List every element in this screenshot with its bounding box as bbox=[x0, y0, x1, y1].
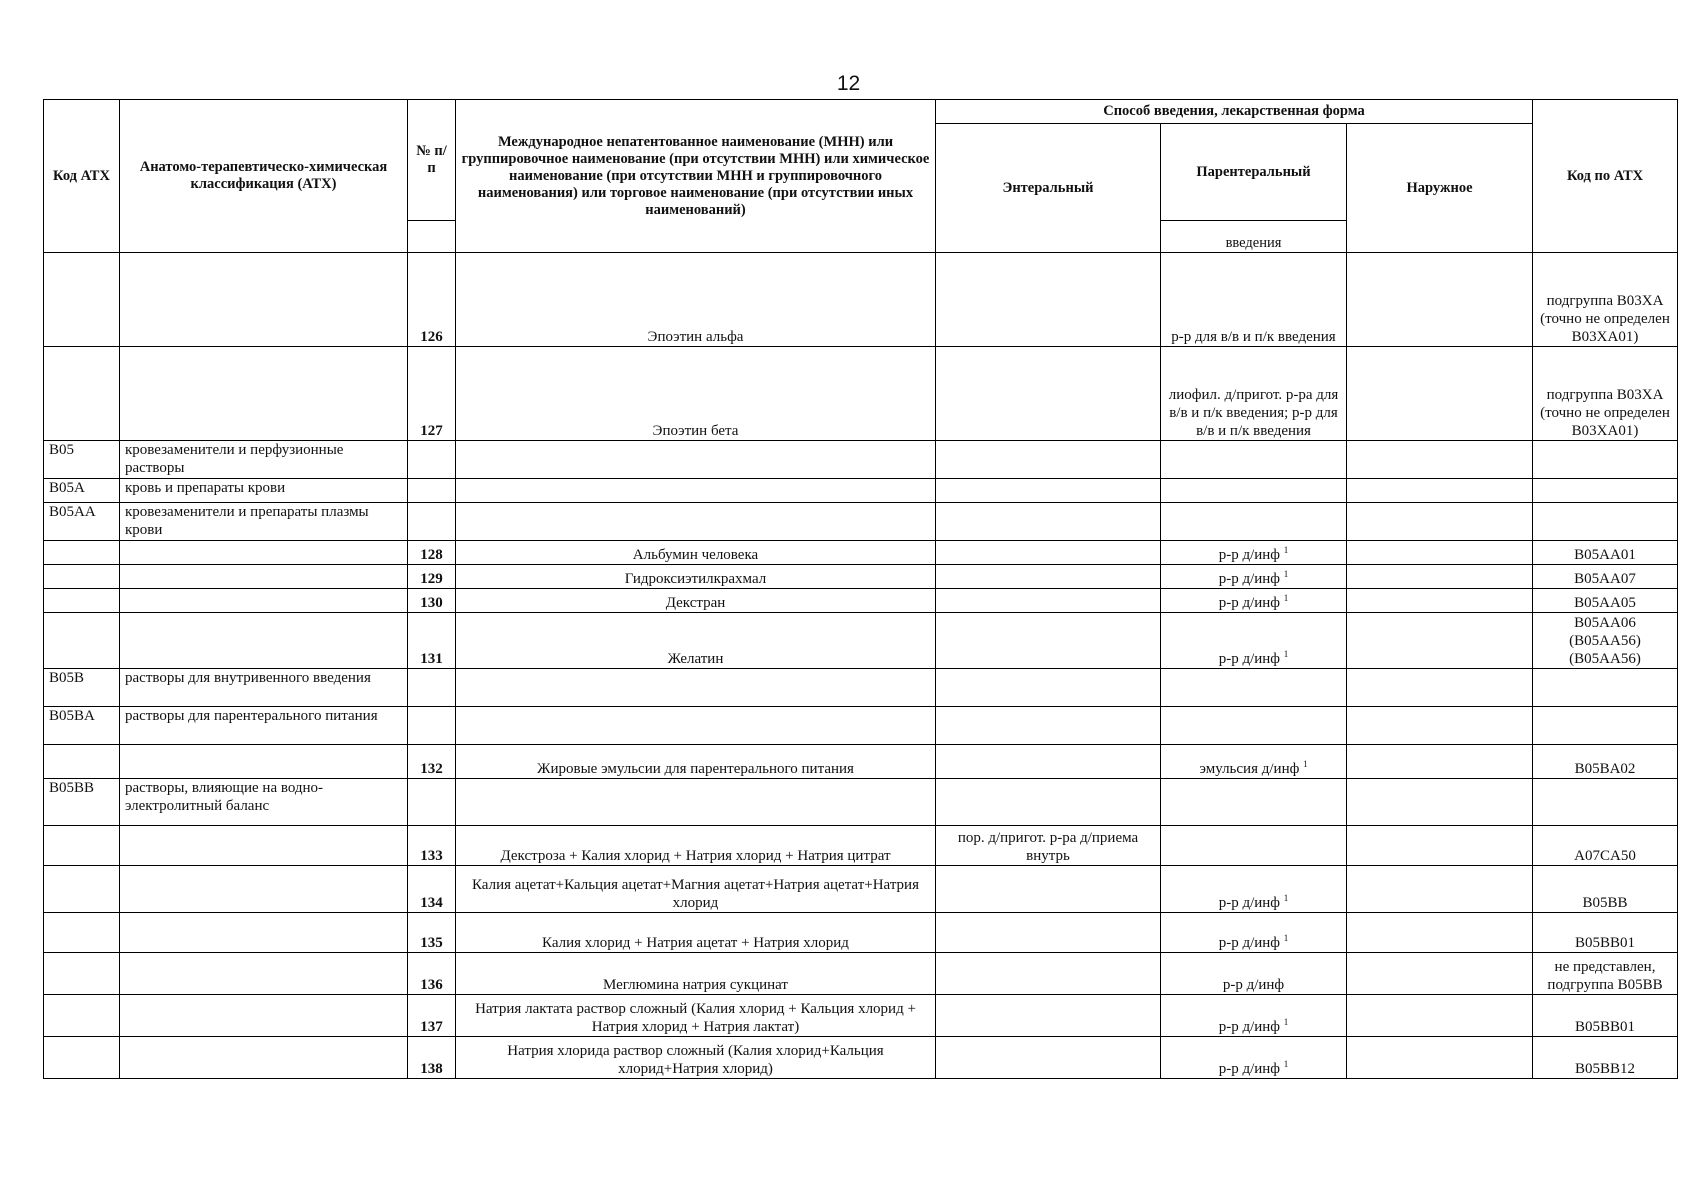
row-number-text: 127 bbox=[420, 423, 443, 439]
header-external: Наружное bbox=[1347, 124, 1533, 253]
row-enteral bbox=[936, 565, 1161, 589]
table-body bbox=[44, 253, 1678, 1079]
footnote-marker: 1 bbox=[1283, 893, 1289, 903]
row-number-text: 138 bbox=[420, 1061, 443, 1077]
row-parenteral bbox=[1161, 995, 1347, 1037]
row-number-text: 135 bbox=[420, 935, 443, 951]
row-name bbox=[456, 253, 936, 347]
row-parenteral-text: р-р д/инф bbox=[1218, 895, 1281, 911]
header-route-group: Способ введения, лекарственная форма bbox=[936, 100, 1533, 124]
table-row bbox=[44, 565, 1678, 589]
row-parenteral bbox=[1161, 589, 1347, 613]
row-number-text: 131 bbox=[420, 651, 443, 667]
footnote-marker: 1 bbox=[1283, 1017, 1289, 1027]
row-atx-code bbox=[1533, 866, 1678, 913]
row-enteral bbox=[936, 866, 1161, 913]
row-atx-code bbox=[1533, 253, 1678, 347]
row-name-text: Гидроксиэтилкрахмал bbox=[624, 571, 767, 587]
row-parenteral-text: р-р д/инф bbox=[1218, 1019, 1281, 1035]
row-atx-code bbox=[1533, 745, 1678, 779]
table-row bbox=[44, 441, 1678, 479]
row-enteral bbox=[936, 589, 1161, 613]
row-atx-code-text: подгруппа B03XA (точно не определен B03XA01) bbox=[1540, 387, 1670, 439]
table-row bbox=[44, 866, 1678, 913]
row-parenteral-text: р-р д/инф bbox=[1218, 595, 1281, 611]
row-number bbox=[408, 565, 456, 589]
row-parenteral bbox=[1161, 953, 1347, 995]
row-name-text: Натрия хлорида раствор сложный (Калия хлорид+Кальция хлорид+Натрия хлорид) bbox=[507, 1043, 884, 1077]
row-parenteral bbox=[1161, 1037, 1347, 1079]
row-name bbox=[456, 479, 936, 503]
row-atx-code-text: B05BA02 bbox=[1574, 761, 1636, 777]
row-parenteral-text: р-р д/инф bbox=[1218, 547, 1281, 563]
row-number bbox=[408, 745, 456, 779]
row-name bbox=[456, 347, 936, 441]
row-number bbox=[408, 479, 456, 503]
row-code-atx bbox=[44, 826, 120, 866]
row-classification bbox=[120, 253, 408, 347]
row-enteral bbox=[936, 707, 1161, 745]
row-classification bbox=[120, 866, 408, 913]
row-atx-code bbox=[1533, 479, 1678, 503]
row-external bbox=[1347, 1037, 1533, 1079]
row-classification bbox=[120, 1037, 408, 1079]
row-enteral bbox=[936, 503, 1161, 541]
table-row bbox=[44, 503, 1678, 541]
row-parenteral bbox=[1161, 707, 1347, 745]
row-number bbox=[408, 826, 456, 866]
row-name bbox=[456, 913, 936, 953]
row-name bbox=[456, 707, 936, 745]
row-code-atx bbox=[44, 866, 120, 913]
row-atx-code bbox=[1533, 779, 1678, 826]
row-external bbox=[1347, 779, 1533, 826]
row-number bbox=[408, 503, 456, 541]
row-external bbox=[1347, 866, 1533, 913]
footnote-marker: 1 bbox=[1283, 593, 1289, 603]
table-row bbox=[44, 745, 1678, 779]
row-atx-code bbox=[1533, 707, 1678, 745]
header-parenteral: Парентеральный bbox=[1161, 124, 1347, 221]
row-enteral bbox=[936, 995, 1161, 1037]
row-atx-code-text: подгруппа B03XA (точно не определен B03XA01) bbox=[1540, 293, 1670, 345]
row-external bbox=[1347, 745, 1533, 779]
table-row bbox=[44, 826, 1678, 866]
row-name bbox=[456, 503, 936, 541]
row-name bbox=[456, 565, 936, 589]
row-enteral-text: пор. д/пригот. р-ра д/приема внутрь bbox=[957, 830, 1139, 864]
row-name bbox=[456, 441, 936, 479]
row-parenteral-text: р-р д/инф bbox=[1222, 977, 1285, 993]
row-code-atx bbox=[44, 1037, 120, 1079]
row-atx-code bbox=[1533, 565, 1678, 589]
row-parenteral bbox=[1161, 347, 1347, 441]
table-row bbox=[44, 541, 1678, 565]
table-row bbox=[44, 669, 1678, 707]
row-external bbox=[1347, 669, 1533, 707]
row-atx-code bbox=[1533, 913, 1678, 953]
row-external bbox=[1347, 541, 1533, 565]
header-name: Международное непатентованное наименование (МНН) или группировочное наименование (при отсутствии МНН) или химическое наименование (при отсутствии МНН и группировочного наименования) или торговое наименование (при отсутствии иных наименований) bbox=[456, 100, 936, 253]
row-name-text: Декстроза + Калия хлорид + Натрия хлорид + Натрия цитрат bbox=[500, 848, 891, 864]
row-external bbox=[1347, 707, 1533, 745]
row-name bbox=[456, 541, 936, 565]
row-parenteral bbox=[1161, 745, 1347, 779]
row-classification bbox=[120, 779, 408, 826]
row-atx-code bbox=[1533, 826, 1678, 866]
row-atx-code bbox=[1533, 503, 1678, 541]
row-external bbox=[1347, 826, 1533, 866]
row-number-text: 128 bbox=[420, 547, 443, 563]
row-parenteral-text: р-р для в/в и п/к введения bbox=[1171, 329, 1336, 345]
row-parenteral-text: эмульсия д/инф bbox=[1199, 761, 1300, 777]
row-number bbox=[408, 669, 456, 707]
row-external bbox=[1347, 347, 1533, 441]
row-parenteral-text: р-р д/инф bbox=[1218, 1061, 1281, 1077]
row-parenteral-text: р-р д/инф bbox=[1218, 651, 1281, 667]
row-number bbox=[408, 613, 456, 669]
row-atx-code bbox=[1533, 995, 1678, 1037]
row-number bbox=[408, 995, 456, 1037]
row-enteral bbox=[936, 1037, 1161, 1079]
row-external bbox=[1347, 913, 1533, 953]
row-code-atx-text: B05BA bbox=[49, 708, 95, 724]
row-parenteral bbox=[1161, 913, 1347, 953]
row-classification bbox=[120, 503, 408, 541]
row-number-text: 126 bbox=[420, 329, 443, 345]
table-row bbox=[44, 253, 1678, 347]
row-classification-text: растворы для парентерального питания bbox=[125, 708, 378, 724]
row-name bbox=[456, 669, 936, 707]
row-code-atx-text: B05B bbox=[49, 670, 85, 686]
row-number-text: 132 bbox=[420, 761, 443, 777]
header-num-blank bbox=[408, 221, 456, 253]
row-parenteral bbox=[1161, 866, 1347, 913]
row-atx-code-text: B05BB01 bbox=[1575, 935, 1636, 951]
footnote-marker: 1 bbox=[1283, 649, 1289, 659]
row-number-text: 137 bbox=[420, 1019, 443, 1035]
row-atx-code bbox=[1533, 347, 1678, 441]
row-code-atx bbox=[44, 995, 120, 1037]
row-classification bbox=[120, 541, 408, 565]
row-enteral bbox=[936, 441, 1161, 479]
table-header bbox=[44, 100, 1678, 253]
footnote-marker: 1 bbox=[1283, 1059, 1289, 1069]
row-code-atx bbox=[44, 913, 120, 953]
row-atx-code-text: B05AA01 bbox=[1574, 547, 1636, 563]
row-number-text: 130 bbox=[420, 595, 443, 611]
row-number bbox=[408, 541, 456, 565]
row-atx-code bbox=[1533, 669, 1678, 707]
row-enteral bbox=[936, 479, 1161, 503]
row-code-atx bbox=[44, 953, 120, 995]
row-classification bbox=[120, 707, 408, 745]
header-code-atx: Код АТХ bbox=[44, 100, 120, 253]
row-atx-code bbox=[1533, 441, 1678, 479]
row-name bbox=[456, 953, 936, 995]
row-code-atx bbox=[44, 503, 120, 541]
row-external bbox=[1347, 503, 1533, 541]
row-classification-text: кровь и препараты крови bbox=[125, 480, 286, 496]
header-atx-code: Код по АТХ bbox=[1533, 100, 1678, 253]
header-num: № п/п bbox=[408, 100, 456, 221]
row-code-atx bbox=[44, 347, 120, 441]
row-name bbox=[456, 1037, 936, 1079]
table-row bbox=[44, 779, 1678, 826]
row-classification bbox=[120, 913, 408, 953]
row-classification bbox=[120, 826, 408, 866]
table-row bbox=[44, 589, 1678, 613]
row-name-text: Меглюмина натрия сукцинат bbox=[602, 977, 788, 993]
row-parenteral-text: р-р д/инф bbox=[1218, 571, 1281, 587]
row-number bbox=[408, 1037, 456, 1079]
table-row bbox=[44, 613, 1678, 669]
row-classification bbox=[120, 589, 408, 613]
table-row bbox=[44, 953, 1678, 995]
row-code-atx bbox=[44, 253, 120, 347]
row-external bbox=[1347, 565, 1533, 589]
row-name-text: Желатин bbox=[667, 651, 724, 667]
row-code-atx bbox=[44, 745, 120, 779]
row-name bbox=[456, 995, 936, 1037]
row-number bbox=[408, 253, 456, 347]
row-atx-code-text: B05BB12 bbox=[1575, 1061, 1636, 1077]
row-atx-code-text: B05BB bbox=[1582, 895, 1628, 911]
row-external bbox=[1347, 589, 1533, 613]
row-code-atx bbox=[44, 441, 120, 479]
row-external bbox=[1347, 613, 1533, 669]
row-code-atx bbox=[44, 707, 120, 745]
row-code-atx bbox=[44, 589, 120, 613]
row-name-text: Альбумин человека bbox=[632, 547, 759, 563]
row-atx-code-text: B05AA05 bbox=[1574, 595, 1636, 611]
row-parenteral-text: р-р д/инф bbox=[1218, 935, 1281, 951]
row-classification bbox=[120, 669, 408, 707]
header-parenteral-sub: введения bbox=[1161, 221, 1347, 253]
row-external bbox=[1347, 253, 1533, 347]
row-name bbox=[456, 779, 936, 826]
row-classification bbox=[120, 441, 408, 479]
row-enteral bbox=[936, 913, 1161, 953]
row-classification bbox=[120, 995, 408, 1037]
row-code-atx bbox=[44, 779, 120, 826]
row-classification bbox=[120, 347, 408, 441]
row-parenteral bbox=[1161, 779, 1347, 826]
table-row bbox=[44, 913, 1678, 953]
row-enteral bbox=[936, 541, 1161, 565]
row-code-atx bbox=[44, 565, 120, 589]
row-name-text: Натрия лактата раствор сложный (Калия хлорид + Кальция хлорид + Натрия хлорид + Натрия лактат) bbox=[475, 1001, 916, 1035]
row-atx-code-text: B05AA06 (B05AA56) (B05AA56) bbox=[1569, 615, 1641, 667]
row-enteral bbox=[936, 745, 1161, 779]
row-parenteral bbox=[1161, 253, 1347, 347]
row-parenteral bbox=[1161, 669, 1347, 707]
row-atx-code-text: не представлен, подгруппа B05BB bbox=[1547, 959, 1663, 993]
row-enteral bbox=[936, 253, 1161, 347]
row-atx-code bbox=[1533, 589, 1678, 613]
row-number-text: 134 bbox=[420, 895, 443, 911]
row-parenteral bbox=[1161, 541, 1347, 565]
row-classification-text: кровезаменители и перфузионные растворы bbox=[125, 442, 344, 476]
row-atx-code bbox=[1533, 953, 1678, 995]
drug-table bbox=[43, 99, 1678, 1079]
row-code-atx-text: B05 bbox=[49, 442, 75, 458]
row-enteral bbox=[936, 613, 1161, 669]
row-name-text: Калия хлорид + Натрия ацетат + Натрия хлорид bbox=[542, 935, 849, 951]
row-code-atx-text: B05A bbox=[49, 480, 85, 496]
row-parenteral bbox=[1161, 503, 1347, 541]
row-parenteral bbox=[1161, 441, 1347, 479]
table-row bbox=[44, 347, 1678, 441]
row-classification bbox=[120, 953, 408, 995]
footnote-marker: 1 bbox=[1283, 545, 1289, 555]
row-enteral bbox=[936, 669, 1161, 707]
row-classification bbox=[120, 745, 408, 779]
row-parenteral-text: лиофил. д/пригот. р-ра для в/в и п/к введения; р-р для в/в и п/к введения bbox=[1168, 387, 1339, 439]
row-number bbox=[408, 866, 456, 913]
row-parenteral bbox=[1161, 565, 1347, 589]
row-atx-code bbox=[1533, 1037, 1678, 1079]
header-classification: Анатомо-терапевтическо-химическая классификация (АТХ) bbox=[120, 100, 408, 253]
row-number bbox=[408, 779, 456, 826]
row-code-atx bbox=[44, 669, 120, 707]
row-parenteral bbox=[1161, 613, 1347, 669]
row-code-atx bbox=[44, 613, 120, 669]
row-external bbox=[1347, 953, 1533, 995]
row-number bbox=[408, 707, 456, 745]
row-number bbox=[408, 913, 456, 953]
table-row bbox=[44, 479, 1678, 503]
row-code-atx bbox=[44, 541, 120, 565]
row-code-atx bbox=[44, 479, 120, 503]
row-external bbox=[1347, 479, 1533, 503]
row-enteral bbox=[936, 347, 1161, 441]
row-name-text: Калия ацетат+Кальция ацетат+Магния ацетат+Натрия ацетат+Натрия хлорид bbox=[472, 877, 919, 911]
row-number bbox=[408, 441, 456, 479]
row-external bbox=[1347, 441, 1533, 479]
row-enteral bbox=[936, 826, 1161, 866]
row-name bbox=[456, 589, 936, 613]
header-enteral: Энтеральный bbox=[936, 124, 1161, 253]
row-enteral bbox=[936, 953, 1161, 995]
row-name-text: Жировые эмульсии для парентерального питания bbox=[537, 761, 854, 777]
row-number-text: 129 bbox=[420, 571, 443, 587]
row-classification bbox=[120, 613, 408, 669]
footnote-marker: 1 bbox=[1303, 759, 1308, 769]
row-number-text: 136 bbox=[420, 977, 443, 993]
row-name-text: Декстран bbox=[665, 595, 726, 611]
row-name bbox=[456, 745, 936, 779]
row-number bbox=[408, 953, 456, 995]
row-atx-code-text: A07CA50 bbox=[1574, 848, 1636, 864]
row-external bbox=[1347, 995, 1533, 1037]
row-code-atx-text: B05AA bbox=[49, 504, 96, 520]
footnote-marker: 1 bbox=[1283, 933, 1289, 943]
row-name bbox=[456, 866, 936, 913]
row-classification bbox=[120, 565, 408, 589]
row-number bbox=[408, 347, 456, 441]
page-number: 12 bbox=[836, 72, 861, 95]
row-atx-code bbox=[1533, 613, 1678, 669]
row-classification bbox=[120, 479, 408, 503]
row-parenteral bbox=[1161, 479, 1347, 503]
row-atx-code-text: B05BB01 bbox=[1575, 1019, 1636, 1035]
row-classification-text: кровезаменители и препараты плазмы крови bbox=[125, 504, 369, 538]
row-enteral bbox=[936, 779, 1161, 826]
row-classification-text: растворы для внутривенного введения bbox=[125, 670, 371, 686]
row-atx-code bbox=[1533, 541, 1678, 565]
table-row bbox=[44, 707, 1678, 745]
row-name bbox=[456, 826, 936, 866]
row-atx-code-text: B05AA07 bbox=[1574, 571, 1636, 587]
row-number bbox=[408, 589, 456, 613]
row-parenteral bbox=[1161, 826, 1347, 866]
row-code-atx-text: B05BB bbox=[49, 780, 95, 796]
footnote-marker: 1 bbox=[1283, 569, 1289, 579]
row-name bbox=[456, 613, 936, 669]
row-classification-text: растворы, влияющие на водно-электролитный баланс bbox=[125, 780, 324, 814]
table-row bbox=[44, 1037, 1678, 1079]
row-name-text: Эпоэтин бета bbox=[652, 423, 739, 439]
row-name-text: Эпоэтин альфа bbox=[647, 329, 744, 345]
table-row bbox=[44, 995, 1678, 1037]
row-number-text: 133 bbox=[420, 848, 443, 864]
